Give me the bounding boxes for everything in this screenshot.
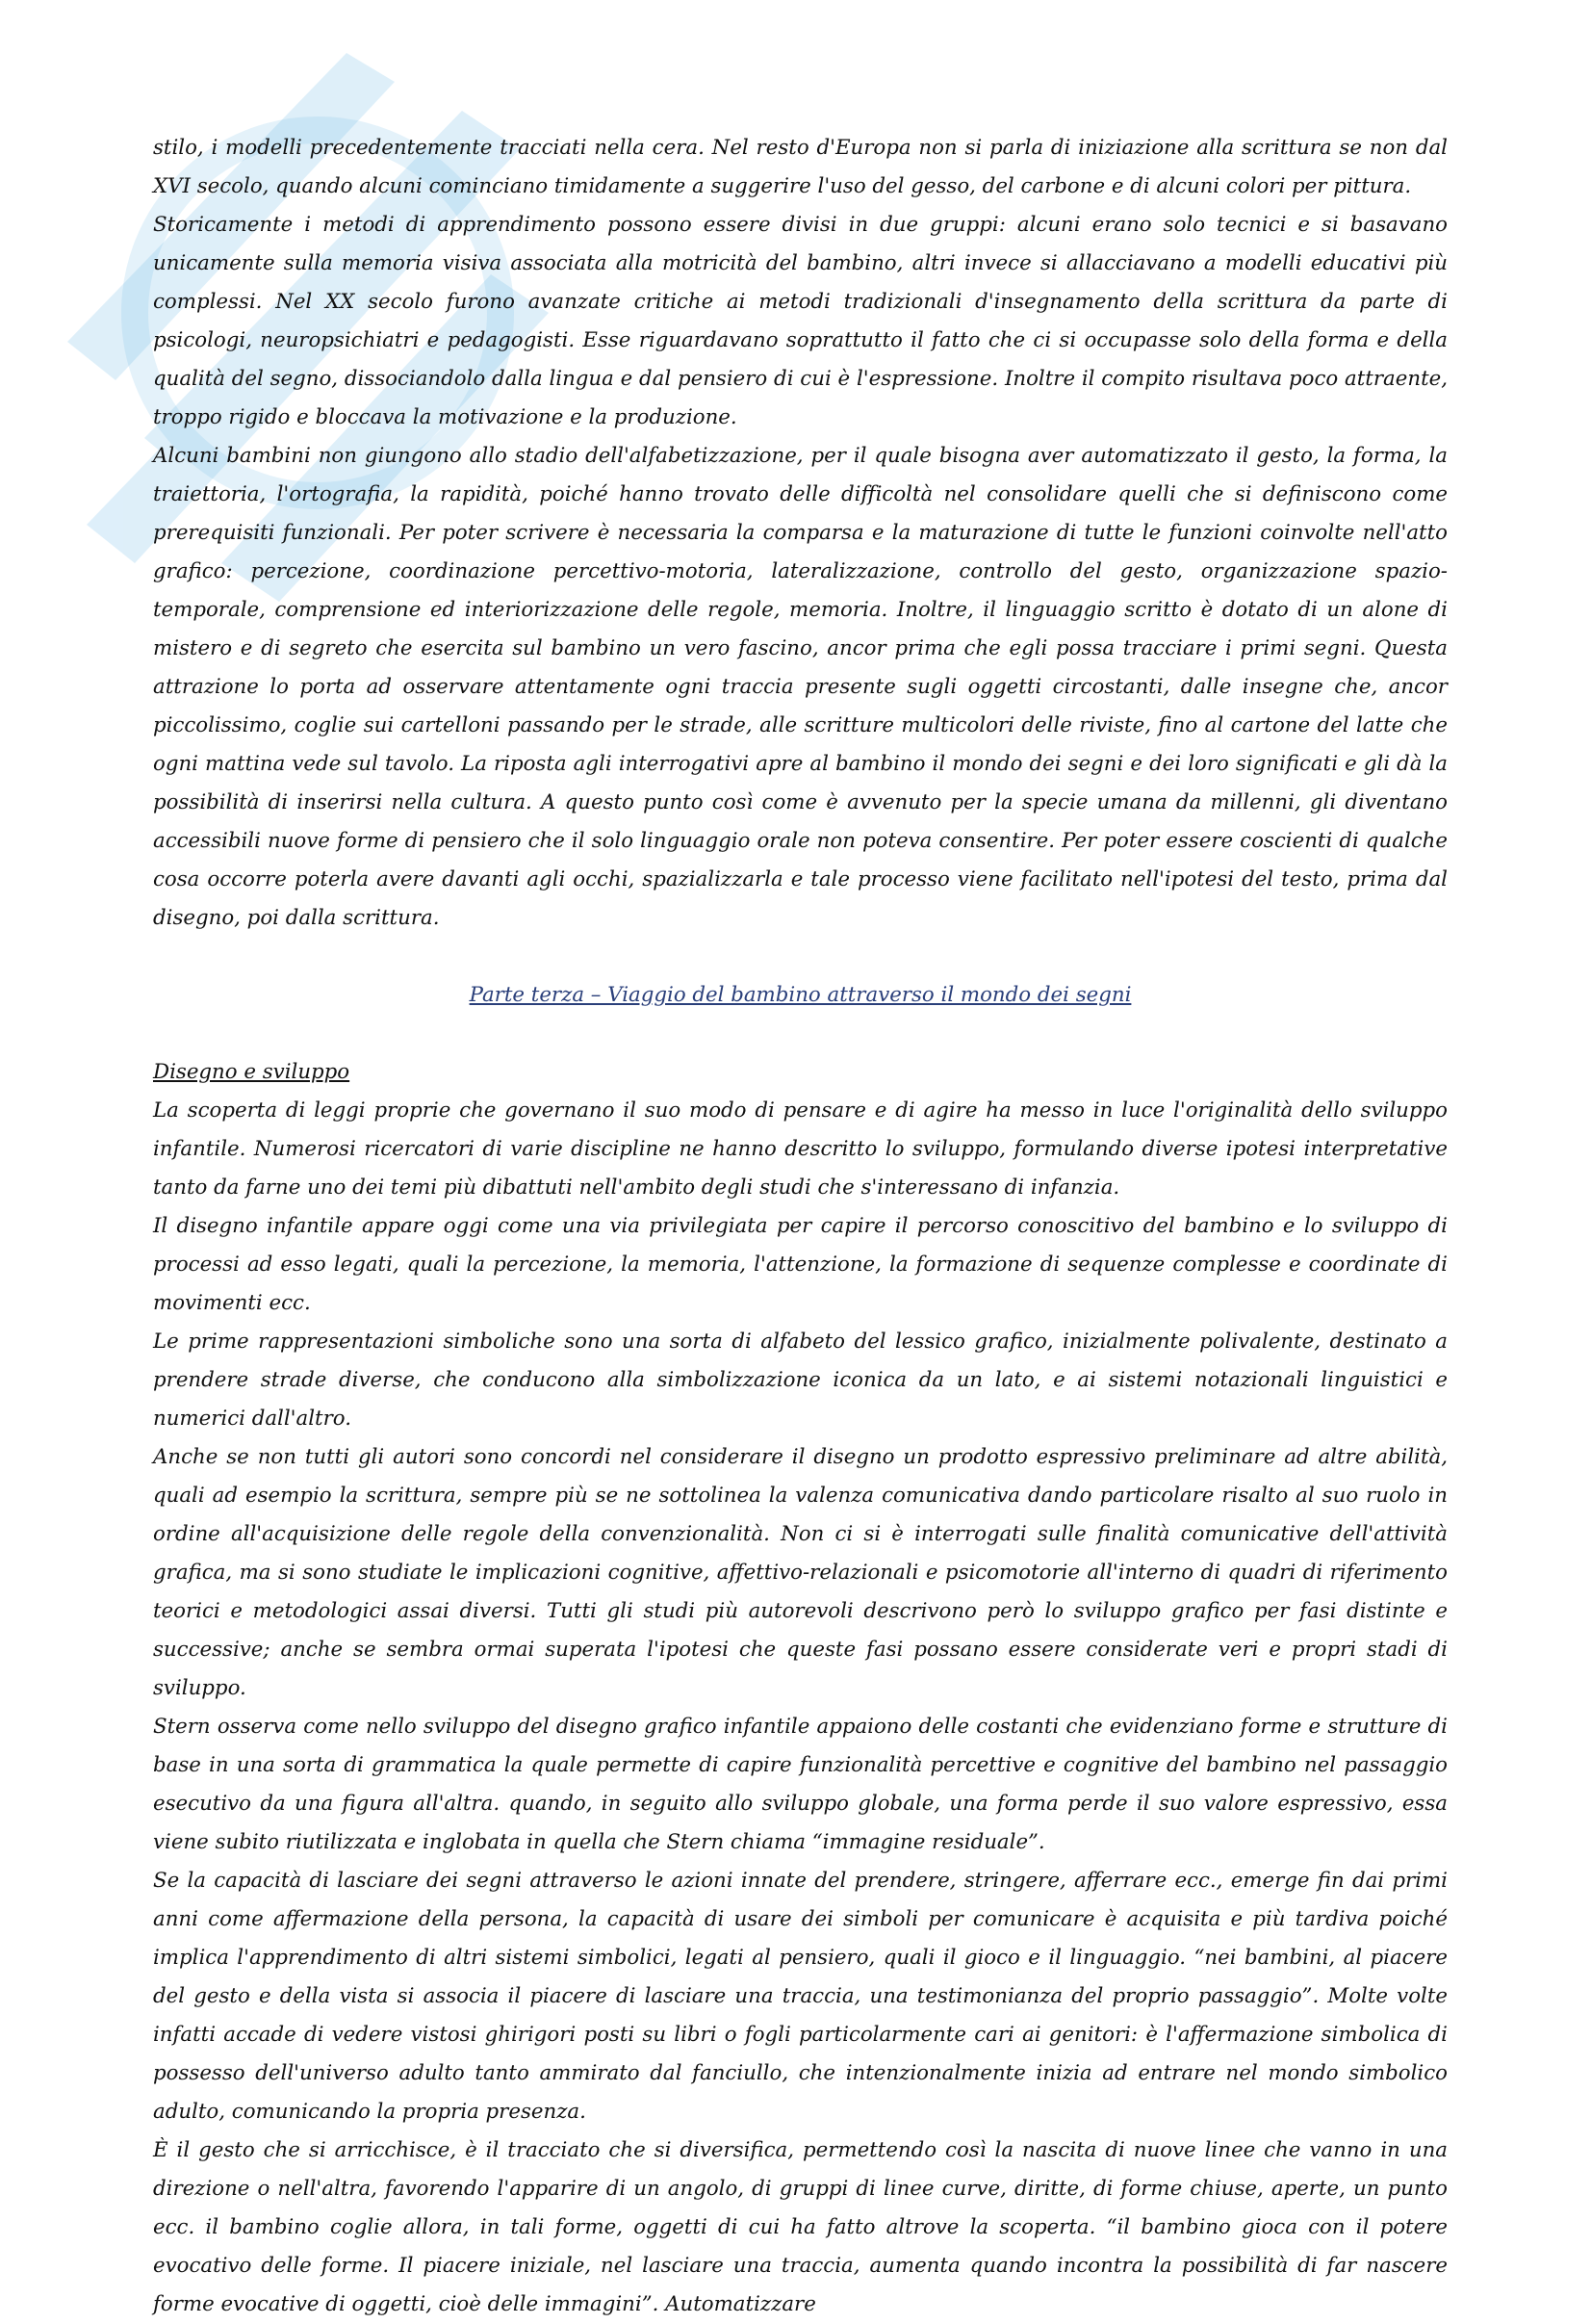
paragraph: Stern osserva come nello sviluppo del disegno grafico infantile appaiono delle costanti che evidenziano forme e strutture di base in una sorta di grammatica la quale permette di capire funzionalità percettive e cognitive del bambino nel passaggio esecutivo da una figura all'altra. quando, in seguito allo sviluppo globale, una forma perde il suo valore espressivo, essa viene subito riutilizzata e inglobata in quella che Stern chiama “immagine residuale”.: [153, 1715, 1448, 1854]
subheading: Disegno e sviluppo: [153, 1060, 350, 1084]
paragraph: stilo, i modelli precedentemente tracciati nella cera. Nel resto d'Europa non si parla di iniziazione alla scrittura se non dal XVI secolo, quando alcuni cominciano timidamente a suggerire l'uso del gesso, del carbone e di alcuni colori per pittura.: [153, 136, 1448, 198]
paragraph: Storicamente i metodi di apprendimento possono essere divisi in due gruppi: alcuni erano solo tecnici e si basavano unicamente sulla memoria visiva associata alla motricità del bambino, altri invece si allacciavano a modelli educativi più complessi. Nel XX secolo furono avanzate critiche ai metodi tradizionali d'insegnamento della scrittura da parte di psicologi, neuropsichiatri e pedagogisti. Esse riguardavano soprattutto il fatto che ci si occupasse solo della forma e della qualità del segno, dissociandolo dalla lingua e dal pensiero di cui è l'espressione. Inoltre il compito risultava poco attraente, troppo rigido e bloccava la motivazione e la produzione.: [153, 213, 1448, 429]
paragraph: Se la capacità di lasciare dei segni attraverso le azioni innate del prendere, stringere, afferrare ecc., emerge fin dai primi anni come affermazione della persona, la capacità di usare dei simboli per comunicare è acquisita e più tardiva poiché implica l'apprendimento di altri sistemi simbolici, legati al pensiero, quali il gioco e il linguaggio. “nei bambini, al piacere del gesto e della vista si associa il piacere di lasciare una traccia, una testimonianza del proprio passaggio”. Molte volte infatti accade di vedere vistosi ghirigori posti su libri o fogli particolarmente cari ai genitori: è l'affermazione simbolica di possesso dell'universo adulto tanto ammirato dal fanciullo, che intenzionalmente inizia ad entrare nel mondo simbolico adulto, comunicando la propria presenza.: [153, 1869, 1448, 2124]
paragraph: Alcuni bambini non giungono allo stadio dell'alfabetizzazione, per il quale bisogna aver automatizzato il gesto, la forma, la traiettoria, l'ortografia, la rapidità, poiché hanno trovato delle difficoltà nel consolidare quelli che si definiscono come prerequisiti funzionali. Per poter scrivere è necessaria la comparsa e la maturazione di tutte le funzioni coinvolte nell'atto grafico: percezione, coordinazione percettivo-motoria, lateralizzazione, controllo del gesto, organizzazione spazio-temporale, comprensione ed interiorizzazione delle regole, memoria. Inoltre, il linguaggio scritto è dotato di un alone di mistero e di segreto che esercita sul bambino un vero fascino, ancor prima che egli possa tracciare i primi segni. Questa attrazione lo porta ad osservare attentamente ogni traccia presente sugli oggetti circostanti, dalle insegne che, ancor piccolissimo, coglie sui cartelloni passando per le strade, alle scritture multicolori delle riviste, fino al cartone del latte che ogni mattina vede sul tavolo. La riposta agli interrogativi apre al bambino il mondo dei segni e dei loro significati e gli dà la possibilità di inserirsi nella cultura. A questo punto così come è avvenuto per la specie umana da millenni, gli diventano accessibili nuove forme di pensiero che il solo linguaggio orale non poteva consentire. Per poter essere coscienti di qualche cosa occorre poterla avere davanti agli occhi, spazializzarla e tale processo viene facilitato nell'ipotesi del testo, prima dal disegno, poi dalla scrittura.: [153, 444, 1448, 930]
document-body: [153, 129, 1448, 2324]
paragraph: È il gesto che si arricchisce, è il tracciato che si diversifica, permettendo così la nascita di nuove linee che vanno in una direzione o nell'altra, favorendo l'apparire di un angolo, di gruppi di linee curve, diritte, di forme chiuse, aperte, un punto ecc. il bambino coglie allora, in tali forme, oggetti di cui ha fatto altrove la scoperta. “il bambino gioca con il potere evocativo delle forme. Il piacere iniziale, nel lasciare una traccia, aumenta quando incontra la possibilità di far nascere forme evocative di oggetti, cioè delle immagini”. Automatizzare: [153, 2138, 1448, 2316]
paragraph: Le prime rappresentazioni simboliche sono una sorta di alfabeto del lessico grafico, inizialmente polivalente, destinato a prendere strade diverse, che conducono alla simbolizzazione iconica da un lato, e ai sistemi notazionali linguistici e numerici dall'altro.: [153, 1330, 1448, 1431]
paragraph: Il disegno infantile appare oggi come una via privilegiata per capire il percorso conoscitivo del bambino e lo sviluppo di processi ad esso legati, quali la percezione, la memoria, l'attenzione, la formazione di sequenze complesse e coordinate di movimenti ecc.: [153, 1214, 1448, 1315]
paragraph: Anche se non tutti gli autori sono concordi nel considerare il disegno un prodotto espressivo preliminare ad altre abilità, quali ad esempio la scrittura, sempre più se ne sottolinea la valenza comunicativa dando particolare risalto al suo ruolo in ordine all'acquisizione delle regole della convenzionalità. Non ci si è interrogati sulle finalità comunicative dell'attività grafica, ma si sono studiate le implicazioni cognitive, affettivo-relazionali e psicomotorie all'interno di quadri di riferimento teorici e metodologici assai diversi. Tutti gli studi più autorevoli descrivono però lo sviluppo grafico per fasi distinte e successive; anche se sembra ormai superata l'ipotesi che queste fasi possano essere considerate veri e propri stadi di sviluppo.: [153, 1445, 1448, 1700]
section-heading: Parte terza – Viaggio del bambino attraverso il mondo dei segni: [469, 983, 1132, 1007]
paragraph: La scoperta di leggi proprie che governano il suo modo di pensare e di agire ha messo in luce l'originalità dello sviluppo infantile. Numerosi ricercatori di varie discipline ne hanno descritto lo sviluppo, formulando diverse ipotesi interpretative tanto da farne uno dei temi più dibattuti nell'ambito degli studi che s'interessano di infanzia.: [153, 1098, 1448, 1200]
